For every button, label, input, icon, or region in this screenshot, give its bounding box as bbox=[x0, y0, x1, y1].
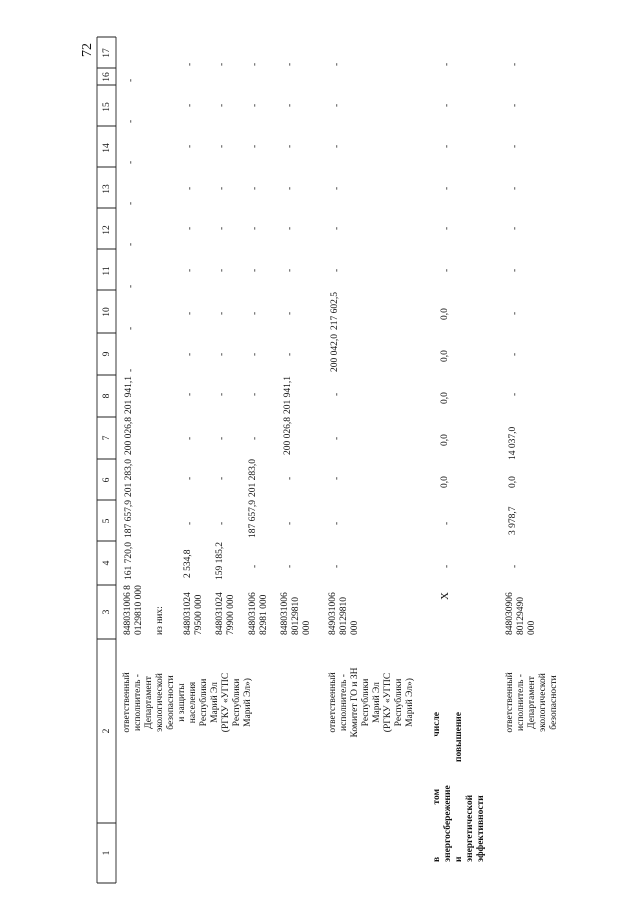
row1-col7-e: 201 283,0 bbox=[248, 459, 258, 497]
header-col-10: 10 bbox=[102, 307, 112, 317]
row1-executor: ответственный исполнитель - Департамент экологической безопасности и защиты населения Республики Марий Эл (РГКУ «УГПС Республики Марий Эл») bbox=[122, 672, 253, 733]
row1-col15: - bbox=[126, 160, 136, 164]
row3-col7: 0,0 bbox=[440, 476, 450, 488]
row1-col14-f: - bbox=[285, 186, 295, 190]
row3-col10: 0,0 bbox=[440, 350, 450, 362]
row1-col12-e: - bbox=[250, 268, 260, 272]
row1-col12-c: - bbox=[185, 268, 195, 272]
row2-col16: - bbox=[332, 103, 342, 107]
row1-code-c: 848031024 79900 000 bbox=[215, 592, 236, 635]
row1-col7-f: - bbox=[285, 476, 295, 480]
row1-col17-c: - bbox=[185, 62, 195, 66]
row4-col8: 14 037,0 bbox=[508, 426, 518, 460]
row2-code: 849031006 80129810 000 bbox=[328, 592, 360, 635]
header-col-15: 15 bbox=[102, 102, 112, 112]
page-number: 72 bbox=[80, 43, 95, 57]
row4-executor: ответственный исполнитель - Департамент экологической безопасности bbox=[505, 672, 559, 733]
row4-col15: - bbox=[510, 144, 520, 148]
row1-col14-d: - bbox=[217, 186, 227, 190]
row4-code: 848030906 80129490 000 bbox=[505, 592, 537, 635]
header-col-12: 12 bbox=[102, 225, 112, 235]
row3-code: Х bbox=[439, 592, 451, 600]
row1-col5-e: - bbox=[250, 564, 260, 568]
row1-col17-f: - bbox=[285, 62, 295, 66]
row3-col13: - bbox=[442, 226, 452, 230]
header-col-6: 6 bbox=[102, 477, 112, 483]
row4-col13: - bbox=[510, 226, 520, 230]
row3-col8: 0,0 bbox=[440, 434, 450, 446]
row1-col6-total: 187 657,9 bbox=[124, 500, 134, 538]
header-col-4: 4 bbox=[102, 560, 112, 566]
row1-col10: - bbox=[126, 368, 136, 372]
row1-col13-f: - bbox=[285, 226, 295, 230]
row1-col12-f: - bbox=[285, 268, 295, 272]
row1-col7-d: - bbox=[217, 476, 227, 480]
header-col-11: 11 bbox=[102, 266, 112, 276]
header-col-5: 5 bbox=[102, 518, 112, 524]
row3-col6: - bbox=[442, 521, 452, 525]
row1-col13-c: - bbox=[185, 226, 195, 230]
header-col-9: 9 bbox=[102, 351, 112, 357]
row1-col6-e: 187 657,9 bbox=[248, 500, 258, 538]
row2-col15: - bbox=[332, 144, 342, 148]
header-col-17: 17 bbox=[102, 48, 112, 58]
row1-col10-e: - bbox=[250, 352, 260, 356]
row4-col7: 0,0 bbox=[508, 476, 518, 488]
row1-code-total: 848031006 8 0129810 000 bbox=[123, 585, 144, 635]
row2-col11: 217 602,5 bbox=[330, 292, 340, 330]
row2-col13: - bbox=[332, 226, 342, 230]
row1-col5-f: - bbox=[285, 564, 295, 568]
row3-col14: - bbox=[442, 186, 452, 190]
header-col-2: 2 bbox=[102, 728, 112, 734]
row1-col11: - bbox=[126, 326, 136, 330]
row1-col8-total: 200 026,8 bbox=[124, 417, 134, 455]
row3-item-name: в том числе энергосбережение и повышение энергетической эффективности bbox=[432, 712, 486, 862]
row4-col6: 3 978,7 bbox=[508, 506, 518, 535]
row1-col15-d: - bbox=[217, 144, 227, 148]
row1-col13-e: - bbox=[250, 226, 260, 230]
row1-col12-d: - bbox=[217, 268, 227, 272]
row1-col14-e: - bbox=[250, 186, 260, 190]
header-col-8: 8 bbox=[102, 393, 112, 399]
row1-col7-total: 201 283,0 bbox=[124, 459, 134, 497]
row2-col10: 200 042,0 bbox=[330, 334, 340, 372]
row1-col9-d: - bbox=[217, 392, 227, 396]
row3-col5: - bbox=[442, 564, 452, 568]
row4-col12: - bbox=[510, 268, 520, 272]
row1-col13: - bbox=[126, 242, 136, 246]
row3-col15: - bbox=[442, 144, 452, 148]
header-col-3: 3 bbox=[102, 609, 112, 615]
row1-col9-c: - bbox=[185, 392, 195, 396]
header-col-13: 13 bbox=[102, 184, 112, 194]
row1-col5-d: 159 185,2 bbox=[215, 542, 225, 580]
row1-col13-d: - bbox=[217, 226, 227, 230]
header-col-7: 7 bbox=[102, 435, 112, 441]
row4-col5: - bbox=[510, 564, 520, 568]
header-col-14: 14 bbox=[102, 143, 112, 153]
row1-col8-e: - bbox=[250, 436, 260, 440]
row1-col14: - bbox=[126, 201, 136, 205]
row2-executor: ответственный исполнитель - Комитет ГО и ЗН Республики Марий Эл (РГКУ «УГПС Республики Марий Эл») bbox=[328, 667, 415, 738]
row2-col14: - bbox=[332, 186, 342, 190]
row1-col16: - bbox=[126, 119, 136, 123]
row4-col17: - bbox=[510, 62, 520, 66]
row1-col11-d: - bbox=[217, 311, 227, 315]
row2-col6: - bbox=[332, 521, 342, 525]
row1-col10-d: - bbox=[217, 352, 227, 356]
row1-code-b: 848031024 79500 000 bbox=[183, 592, 204, 635]
row3-col9: 0,0 bbox=[440, 392, 450, 404]
row1-col8-c: - bbox=[185, 436, 195, 440]
row1-col7-c: - bbox=[185, 476, 195, 480]
row3-col12: - bbox=[442, 268, 452, 272]
row1-col12: - bbox=[126, 284, 136, 288]
row1-col5-c: 2 534,8 bbox=[183, 549, 193, 578]
row2-col9: - bbox=[332, 392, 342, 396]
row1-col17-e: - bbox=[250, 62, 260, 66]
row1-col8-f: 200 026,8 bbox=[283, 417, 293, 455]
row1-col6-d: - bbox=[217, 521, 227, 525]
row2-col12: - bbox=[332, 268, 342, 272]
row2-col5: - bbox=[332, 564, 342, 568]
row1-col15-e: - bbox=[250, 144, 260, 148]
row1-code-d: 848031006 82981 000 bbox=[248, 592, 269, 635]
row4-col9: - bbox=[510, 392, 520, 396]
row1-col17: - bbox=[126, 78, 136, 82]
row1-col17-d: - bbox=[217, 62, 227, 66]
row3-col16: - bbox=[442, 103, 452, 107]
header-col-1: 1 bbox=[102, 850, 112, 856]
row1-of-which: из них: bbox=[155, 606, 165, 635]
row1-col6-f: - bbox=[285, 521, 295, 525]
row4-col11: - bbox=[510, 311, 520, 315]
row1-col6-c: - bbox=[185, 521, 195, 525]
row1-col16-d: - bbox=[217, 103, 227, 107]
row1-col15-c: - bbox=[185, 144, 195, 148]
row1-col11-f: - bbox=[285, 311, 295, 315]
row1-col9-e: - bbox=[250, 392, 260, 396]
row4-col16: - bbox=[510, 103, 520, 107]
row2-col7: - bbox=[332, 476, 342, 480]
row1-col9-f: 201 941,1 bbox=[283, 376, 293, 414]
row3-col17: - bbox=[442, 62, 452, 66]
row1-col16-f: - bbox=[285, 103, 295, 107]
row1-col8-d: - bbox=[217, 436, 227, 440]
row3-col11: 0,0 bbox=[440, 308, 450, 320]
row1-col11-e: - bbox=[250, 311, 260, 315]
row4-col14: - bbox=[510, 186, 520, 190]
row1-col16-e: - bbox=[250, 103, 260, 107]
row1-col16-c: - bbox=[185, 103, 195, 107]
row1-code-e: 848031006 80129810 000 bbox=[280, 592, 312, 635]
row1-col5-total: 161 720,0 bbox=[124, 542, 134, 580]
row1-col10-f: - bbox=[285, 352, 295, 356]
header-col-16: 16 bbox=[102, 72, 112, 82]
row1-col10-c: - bbox=[185, 352, 195, 356]
row1-col9-total: 201 941,1 bbox=[124, 376, 134, 414]
row1-col11-c: - bbox=[185, 311, 195, 315]
row4-col10: - bbox=[510, 352, 520, 356]
row2-col17: - bbox=[332, 62, 342, 66]
row1-col14-c: - bbox=[185, 186, 195, 190]
row2-col8: - bbox=[332, 436, 342, 440]
row1-col15-f: - bbox=[285, 144, 295, 148]
